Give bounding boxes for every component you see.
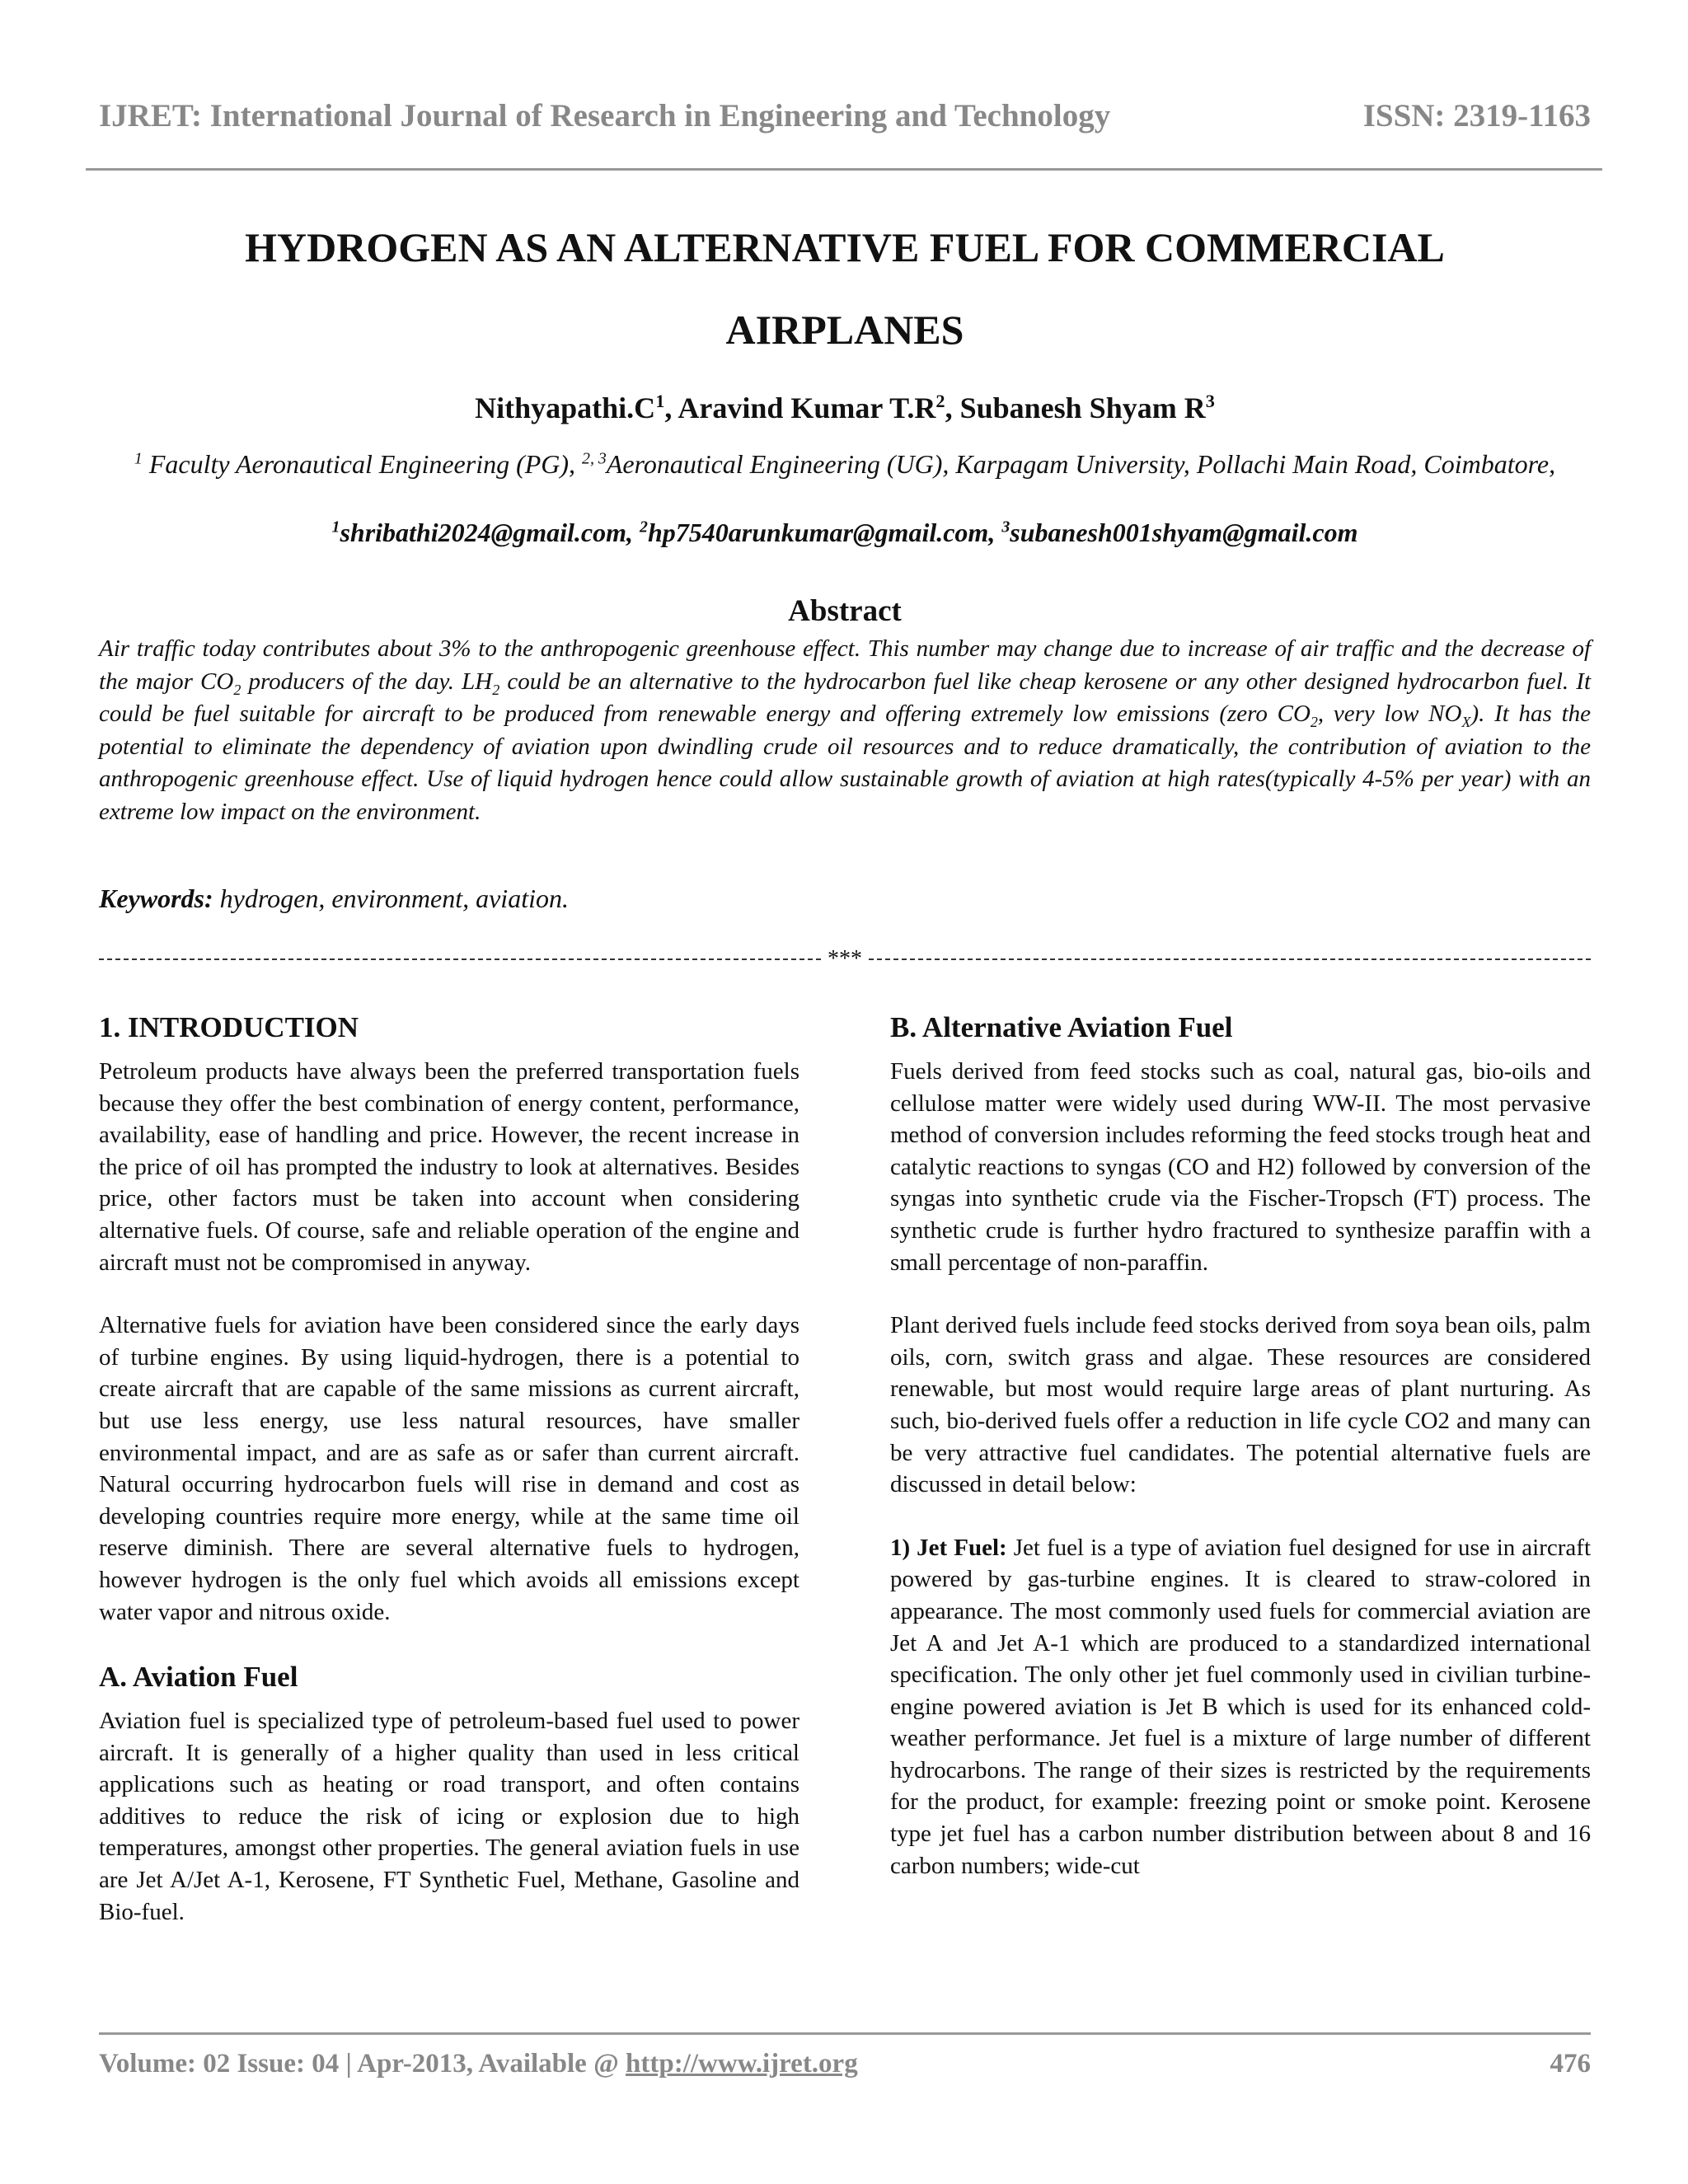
title-line-2: AIRPLANES	[725, 307, 964, 353]
separator-dash-right	[869, 958, 1591, 960]
email-address[interactable]: shribathi2024@gmail.com,	[340, 518, 640, 547]
jet-fuel-text: Jet fuel is a type of aviation fuel designed for use in aircraft powered by gas-turbine engines. It is cleared to straw-colored in appearance. The most commonly used fuels for commercial aviation are Jet A and Jet A-1 which are produced to a standardized international specification. The only other jet fuel commonly used in civilian turbine-engine powered aviation is Jet B which is used for its enhanced cold-weather performance. Jet fuel is a mixture of large number of different hydrocarbons. The range of their sizes is restricted by the requirements for the product, for example: freezing point or smoke point. Kerosene type jet fuel has a carbon number distribution between about 8 and 16 carbon numbers; wide-cut	[890, 1534, 1591, 1879]
body-paragraph: Plant derived fuels include feed stocks derived from soya bean oils, palm oils, corn, switch grass and algae. These resources are considered renewable, but most would require large areas of plant nurturing. As such, bio-derived fuels offer a reduction in life cycle CO2 and many can be very attractive fuel candidates. The potential alternative fuels are discussed in detail below:	[890, 1312, 1591, 1498]
introduction-heading: 1. INTRODUCTION	[99, 1011, 359, 1043]
affil-mark: 1	[134, 449, 143, 468]
right-column	[890, 1010, 1591, 1913]
keywords	[99, 883, 1591, 914]
author-name: Aravind Kumar T.R	[678, 391, 936, 424]
email-mark: 1	[331, 518, 340, 537]
affil-mark: 2, 3	[582, 449, 607, 468]
journal-link[interactable]: http://www.ijret.org	[626, 2049, 858, 2079]
footer-rule	[99, 2032, 1591, 2035]
abstract-sub: X	[1461, 713, 1471, 730]
abstract-sub: 2	[492, 681, 500, 698]
author-list	[99, 391, 1591, 425]
title-line-1: HYDROGEN AS AN ALTERNATIVE FUEL FOR COMMERCIAL	[245, 224, 1445, 270]
section-separator	[99, 946, 1591, 972]
header-rule	[86, 168, 1602, 171]
left-column	[99, 1010, 799, 1959]
aviation-fuel-heading: A. Aviation Fuel	[99, 1661, 298, 1694]
abstract-sub: 2	[233, 681, 241, 698]
abstract-run: Air traffic today contributes about 3% to the anthropogenic greenhouse effect. This number may change due to increase of air traffic and the decrease of the major CO	[99, 635, 1591, 695]
author-mark: 1	[655, 391, 665, 411]
issn: ISSN: 2319-1163	[1362, 98, 1591, 134]
author-sep: ,	[664, 391, 678, 424]
abstract-text	[99, 633, 1591, 828]
keywords-text: hydrogen, environment, aviation.	[213, 883, 569, 913]
author-mark: 2	[935, 391, 945, 411]
abstract-heading: Abstract	[788, 594, 902, 628]
body-paragraph	[890, 1532, 1591, 1882]
affil-text: Faculty Aeronautical Engineering (PG),	[142, 449, 583, 479]
author-name: Nithyapathi.C	[475, 391, 656, 424]
body-paragraph: Petroleum products have always been the preferred transportation fuels because they offer the best combination of energy content, performance, availability, ease of handling and price. However, the recent increase in the price of oil has prompted the industry to look at alternatives. Besides price, other factors must be taken into account when considering alternative fuels. Of course, safe and reliable operation of the engine and aircraft must not be compromised in anyway.	[99, 1058, 799, 1276]
keywords-label: Keywords:	[99, 883, 213, 913]
paper-title	[99, 206, 1591, 371]
abstract-run: ). It has the potential to eliminate the dependency of aviation upon dwindling crude oil resources and to reduce dramatically, the contribution of aviation to the anthropogenic greenhouse effect. Use of liquid hydrogen hence could allow sustainable growth of aviation at high rates(typically 4-5% per year) with an extreme low impact on the environment.	[99, 701, 1591, 825]
page-number: 476	[1550, 2049, 1591, 2079]
author-name: Subanesh Shyam R	[959, 391, 1206, 424]
alternative-fuel-heading: B. Alternative Aviation Fuel	[890, 1011, 1233, 1043]
email-list	[99, 518, 1591, 548]
abstract-run: producers of the day. LH	[241, 668, 493, 695]
volume-text: Volume: 02 Issue: 04 | Apr-2013, Available @	[99, 2049, 626, 2079]
body-paragraph: Alternative fuels for aviation have been considered since the early days of turbine engines. By using liquid-hydrogen, there is a potential to create aircraft that are capable of the same missions as current aircraft, but use less energy, use less natural resources, have smaller environmental impact, and are as safe as or safer than current aircraft. Natural occurring hydrocarbon fuels will rise in demand and cost as developing countries require more energy, while at the same time oil reserve diminish. There are several alternative fuels to hydrogen, however hydrogen is the only fuel which avoids all emissions except water vapor and nitrous oxide.	[99, 1312, 799, 1625]
running-header	[99, 97, 1591, 134]
separator-stars: ***	[828, 946, 862, 972]
email-address[interactable]: subanesh001shyam@gmail.com	[1010, 518, 1358, 547]
author-sep: ,	[945, 391, 960, 424]
email-address[interactable]: hp7540arunkumar@gmail.com,	[647, 518, 1002, 547]
affil-text: Aeronautical Engineering (UG), Karpagam University, Pollachi Main Road, Coimbatore,	[606, 449, 1556, 479]
email-mark: 2	[640, 518, 648, 537]
body-paragraph: Aviation fuel is specialized type of petroleum-based fuel used to power aircraft. It is generally of a higher quality than used in less critical applications such as heating or road transport, and often contains additives to reduce the risk of icing or explosion due to high temperatures, amongst other properties. The general aviation fuels in use are Jet A/Jet A-1, Kerosene, FT Synthetic Fuel, Methane, Gasoline and Bio-fuel.	[99, 1708, 799, 1925]
jet-fuel-label: 1) Jet Fuel:	[890, 1534, 1007, 1561]
abstract-run: , very low NO	[1317, 701, 1462, 727]
journal-name: IJRET: International Journal of Research in Engineering and Technology	[99, 98, 1111, 134]
page-footer	[99, 2049, 1591, 2079]
author-mark: 3	[1205, 391, 1215, 411]
abstract-sub: 2	[1310, 713, 1318, 730]
affiliation	[99, 448, 1591, 480]
volume-info	[99, 2049, 858, 2079]
email-mark: 3	[1001, 518, 1010, 537]
abstract-run: could be an alternative to the hydrocarbon fuel like cheap kerosene or any other designed hydrocarbon fuel. It could be fuel suitable for aircraft to be produced from renewable energy and offering extremely low emissions (zero CO	[99, 668, 1591, 727]
body-paragraph: Fuels derived from feed stocks such as coal, natural gas, bio-oils and cellulose matter were widely used during WW-II. The most pervasive method of conversion includes reforming the feed stocks trough heat and catalytic reactions to syngas (CO and H2) followed by conversion of the syngas into synthetic crude via the Fischer-Tropsch (FT) process. The synthetic crude is further hydro fractured to synthesize paraffin with a small percentage of non-paraffin.	[890, 1058, 1591, 1276]
separator-dash-left	[99, 958, 821, 960]
